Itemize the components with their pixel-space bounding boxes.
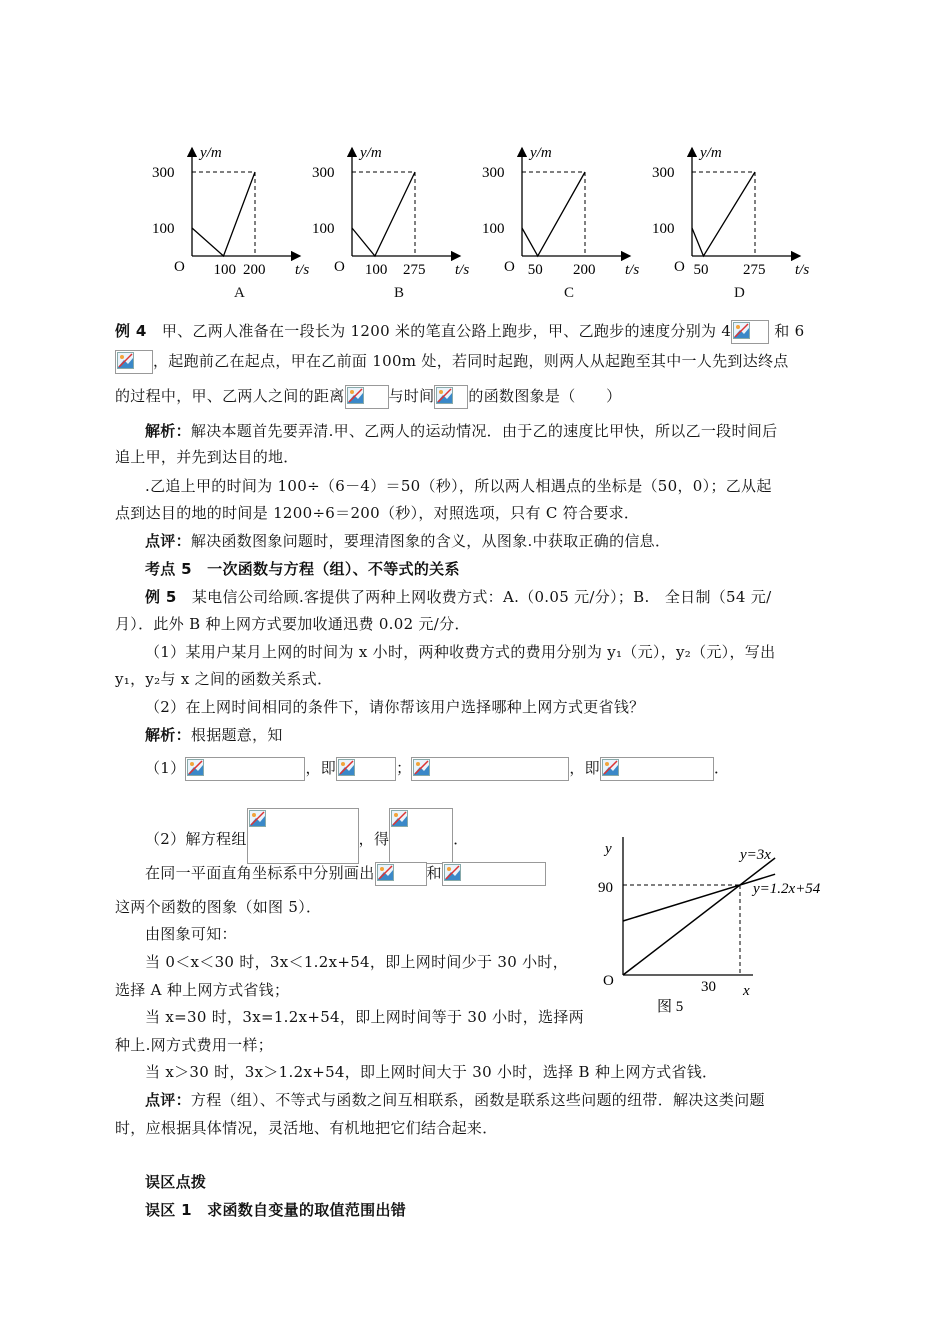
ex5-draw-2: 这两个函数的图象（如图 5）．	[115, 898, 322, 916]
y-axis-label: y/m	[360, 145, 382, 161]
x-tick-label: 200	[573, 262, 596, 278]
formula-image-placeholder	[389, 808, 453, 864]
x-axis-label: t/s	[625, 262, 640, 278]
y-axis-label: y/m	[700, 145, 722, 161]
y-tick-90: 90	[598, 880, 613, 896]
origin-label: O	[504, 259, 515, 275]
misconception-heading: 误区点拨	[145, 1173, 207, 1191]
ex5-draw-5: 选择 A 种上网方式省钱；	[115, 981, 290, 999]
line2-label: y=1.2x+54	[753, 881, 821, 897]
ex5-comment-1: 点评：方程（组）、不等式与函数之间互相联系，函数是联系这些问题的纽带．解决这类问题	[145, 1091, 765, 1109]
y-tick-label: 100	[312, 221, 335, 237]
distance-time-polyline	[692, 172, 755, 256]
graph-option-B	[312, 140, 484, 280]
x-tick-label: 100	[364, 262, 388, 278]
x-tick-label: 50	[693, 262, 709, 278]
graph-option-A	[152, 140, 324, 280]
x-tick-label: 275	[403, 262, 426, 278]
ex5-draw-4: 当 0＜x＜30 时，3x＜1.2x+54，即上网时间少于 30 小时，	[145, 953, 569, 971]
broken-image-icon	[602, 759, 619, 776]
formula-image-placeholder	[185, 757, 305, 781]
formula-image-placeholder	[600, 757, 714, 781]
x-axis-label: t/s	[295, 262, 310, 278]
formula-image-placeholder	[375, 862, 427, 886]
broken-image-icon	[391, 810, 408, 827]
y-tick-label: 100	[482, 221, 505, 237]
ex4-line3: 的过程中，甲、乙两人之间的距离 与时间 的函数图象是（ ）	[115, 385, 837, 409]
ex5-solution-label: 解析：根据题意，知	[145, 726, 283, 744]
ex5-draw-7: 种上.网方式费用一样；	[115, 1036, 274, 1054]
origin-label: O	[603, 973, 614, 989]
ex5-line1: 例 5 某电信公司给顾.客提供了两种上网收费方式：A.（0.05 元/分）；B. 全日制（54 元/	[145, 588, 772, 606]
ex4-solution-4: 点到达目的地的时间是 1200÷6＝200（秒），对照选项，只有 C 符合要求．	[115, 504, 640, 522]
ex5-line2: 月）．此外 B 种上网方式要加收通迅费 0.02 元/分．	[115, 615, 470, 633]
distance-time-polyline	[192, 172, 255, 256]
x-tick-label: 100	[213, 262, 236, 278]
broken-image-icon	[338, 759, 355, 776]
distance-time-polyline	[522, 172, 585, 256]
y-tick-label: 300	[152, 165, 175, 181]
broken-image-icon	[413, 759, 430, 776]
x-tick-30: 30	[701, 979, 716, 995]
formula-image-placeholder	[336, 757, 396, 781]
broken-image-icon	[347, 387, 364, 404]
x-tick-label: 200	[243, 262, 266, 278]
figure-5-graph	[595, 835, 840, 1020]
ex4-line1: 例 4 甲、乙两人准备在一段长为 1200 米的笔直公路上跑步，甲、乙跑步的速度分别为 4 和 6	[115, 320, 837, 344]
ex4-solution-2: 追上甲，并先到达目的地．	[115, 448, 299, 466]
broken-image-icon	[436, 387, 453, 404]
origin-label: O	[674, 259, 685, 275]
y-tick-label: 100	[152, 221, 175, 237]
y-tick-label: 300	[312, 165, 335, 181]
ex5-draw-6: 当 x=30 时，3x=1.2x+54，即上网时间等于 30 小时，选择两	[145, 1008, 584, 1026]
origin-label: O	[334, 259, 345, 275]
broken-image-icon	[187, 759, 204, 776]
misconception-1: 误区 1 求函数自变量的取值范围出错	[145, 1201, 407, 1219]
formula-image-placeholder	[345, 385, 389, 409]
broken-image-icon	[377, 864, 394, 881]
ex5-q2: （2）在上网时间相同的条件下，请你帮该用户选择哪种上网方式更省钱？	[145, 698, 645, 716]
formula-image-placeholder	[411, 757, 569, 781]
ex5-draw-3: 由图象可知：	[145, 925, 237, 943]
ex5-step2: （2）解方程组 ，得 ．	[145, 808, 867, 864]
y-axis-label: y/m	[530, 145, 552, 161]
y-tick-label: 300	[482, 165, 505, 181]
y-tick-label: 300	[652, 165, 675, 181]
topic5-heading: 考点 5 一次函数与方程（组）、不等式的关系	[145, 560, 460, 578]
ex5-draw-1: 在同一平面直角坐标系中分别画出 和	[145, 862, 605, 886]
ex5-q1a: （1）某用户某月上网的时间为 x 小时，两种收费方式的费用分别为 y₁（元），y₂（元），写出	[145, 643, 776, 661]
x-axis-label: t/s	[455, 262, 470, 278]
formula-image-placeholder	[434, 385, 468, 409]
y-tick-label: 100	[652, 221, 675, 237]
figure-caption: 图 5	[657, 999, 684, 1015]
ex5-step1: （1） ，即 ； ，即 ．	[145, 757, 867, 781]
broken-image-icon	[249, 810, 266, 827]
ex5-draw-8: 当 x＞30 时，3x＞1.2x+54，即上网时间大于 30 小时，选择 B 种上网方式省钱．	[145, 1063, 718, 1081]
broken-image-icon	[117, 352, 134, 369]
graph-option-label: D	[734, 285, 745, 301]
graph-option-label: B	[394, 285, 405, 301]
y-axis-label: y	[605, 841, 612, 857]
graph-option-D	[652, 140, 824, 280]
formula-image-placeholder	[442, 862, 546, 886]
x-tick-label: 275	[743, 262, 766, 278]
ex4-line2: ，起跑前乙在起点，甲在乙前面 100m 处，若同时起跑，则两人从起跑至其中一人先到达终点	[115, 350, 837, 374]
x-tick-label: 50	[527, 262, 543, 278]
formula-image-placeholder	[115, 350, 153, 374]
graph-option-label: C	[564, 285, 575, 301]
graph-option-C	[482, 140, 654, 280]
line1-label: y=3x	[740, 847, 771, 863]
broken-image-icon	[733, 322, 750, 339]
ex4-solution-1: 解析：解决本题首先要弄清.甲、乙两人的运动情况．由于乙的速度比甲快，所以乙一段时间后	[145, 422, 778, 440]
ex5-comment-2: 时，应根据具体情况，灵活地、有机地把它们结合起来．	[115, 1119, 498, 1137]
ex4-solution-3: .乙追上甲的时间为 100÷（6－4）＝50（秒），所以两人相遇点的坐标是（50，0）；乙从起	[145, 477, 772, 495]
x-axis-label: x	[743, 983, 750, 999]
line-y-3x	[623, 858, 775, 975]
x-axis-label: t/s	[795, 262, 810, 278]
graph-option-label: A	[234, 285, 245, 301]
distance-time-polyline	[352, 172, 415, 256]
formula-image-placeholder	[247, 808, 359, 864]
ex4-comment: 点评：解决函数图象问题时，要理清图象的含义，从图象.中获取正确的信息．	[145, 532, 671, 550]
ex5-q1b: y₁，y₂与 x 之间的函数关系式．	[115, 670, 333, 688]
y-axis-label: y/m	[200, 145, 222, 161]
origin-label: O	[174, 259, 185, 275]
broken-image-icon	[444, 864, 461, 881]
formula-image-placeholder	[731, 320, 769, 344]
